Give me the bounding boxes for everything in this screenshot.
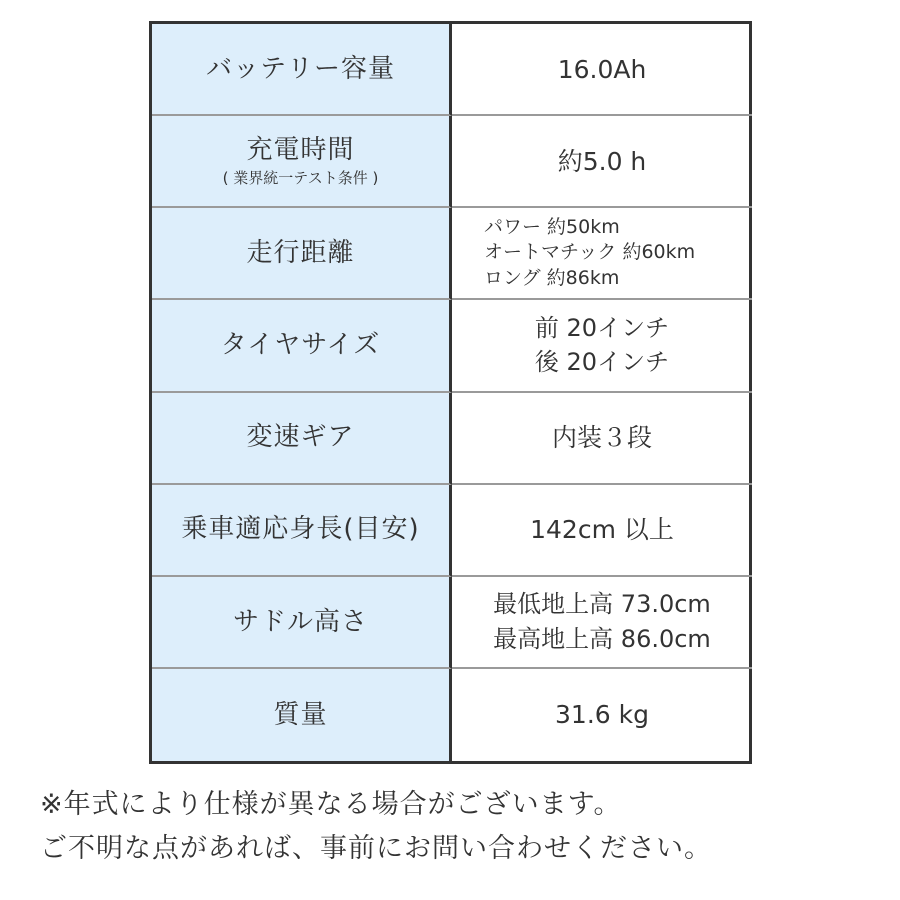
value-text: 内装３段 (551, 423, 652, 453)
footnote-line: ※年式により仕様が異なる場合がございます。 (40, 789, 622, 820)
value-saddle-height (452, 577, 752, 669)
value-line: 前 20インチ (534, 313, 670, 342)
value-text: 31.6 kg (555, 700, 649, 730)
value-text: 142cm 以上 (530, 515, 674, 545)
footnotes (40, 783, 880, 871)
label-subtext: ( 業界統一テスト条件 ) (222, 169, 379, 188)
label-text: 走行距離 (246, 238, 355, 269)
label-rider-height (152, 485, 452, 577)
value-text: 約5.0 h (557, 146, 647, 176)
label-battery-capacity (152, 24, 452, 116)
label-text: バッテリー容量 (205, 53, 395, 84)
value-rider-height (452, 485, 752, 577)
label-text: 乗車適応身長(目安) (181, 514, 420, 545)
value-line: 最低地上高 73.0cm (493, 590, 711, 619)
value-line: ロング 約86km (484, 267, 620, 290)
label-text: 充電時間 (246, 134, 355, 165)
label-text: サドル高さ (232, 606, 368, 637)
value-tire-size (452, 300, 752, 392)
value-line: 後 20インチ (534, 348, 670, 377)
label-text: 質量 (273, 699, 328, 730)
label-saddle-height (152, 577, 452, 669)
label-range (152, 208, 452, 300)
label-weight (152, 669, 452, 761)
value-text: 16.0Ah (557, 54, 647, 84)
label-text: 変速ギア (246, 422, 355, 453)
value-line: オートマチック 約60km (484, 241, 696, 264)
label-gear (152, 393, 452, 485)
label-text: タイヤサイズ (220, 330, 381, 361)
spec-table (149, 21, 752, 764)
value-gear (452, 393, 752, 485)
label-tire-size (152, 300, 452, 392)
value-line: パワー 約50km (484, 215, 620, 238)
value-battery-capacity (452, 24, 752, 116)
footnote-line: ご不明な点があれば、事前にお問い合わせください。 (40, 833, 712, 864)
value-range (452, 208, 752, 300)
value-charge-time (452, 116, 752, 208)
label-charge-time (152, 116, 452, 208)
value-line: 最高地上高 86.0cm (493, 624, 711, 653)
value-weight (452, 669, 752, 761)
